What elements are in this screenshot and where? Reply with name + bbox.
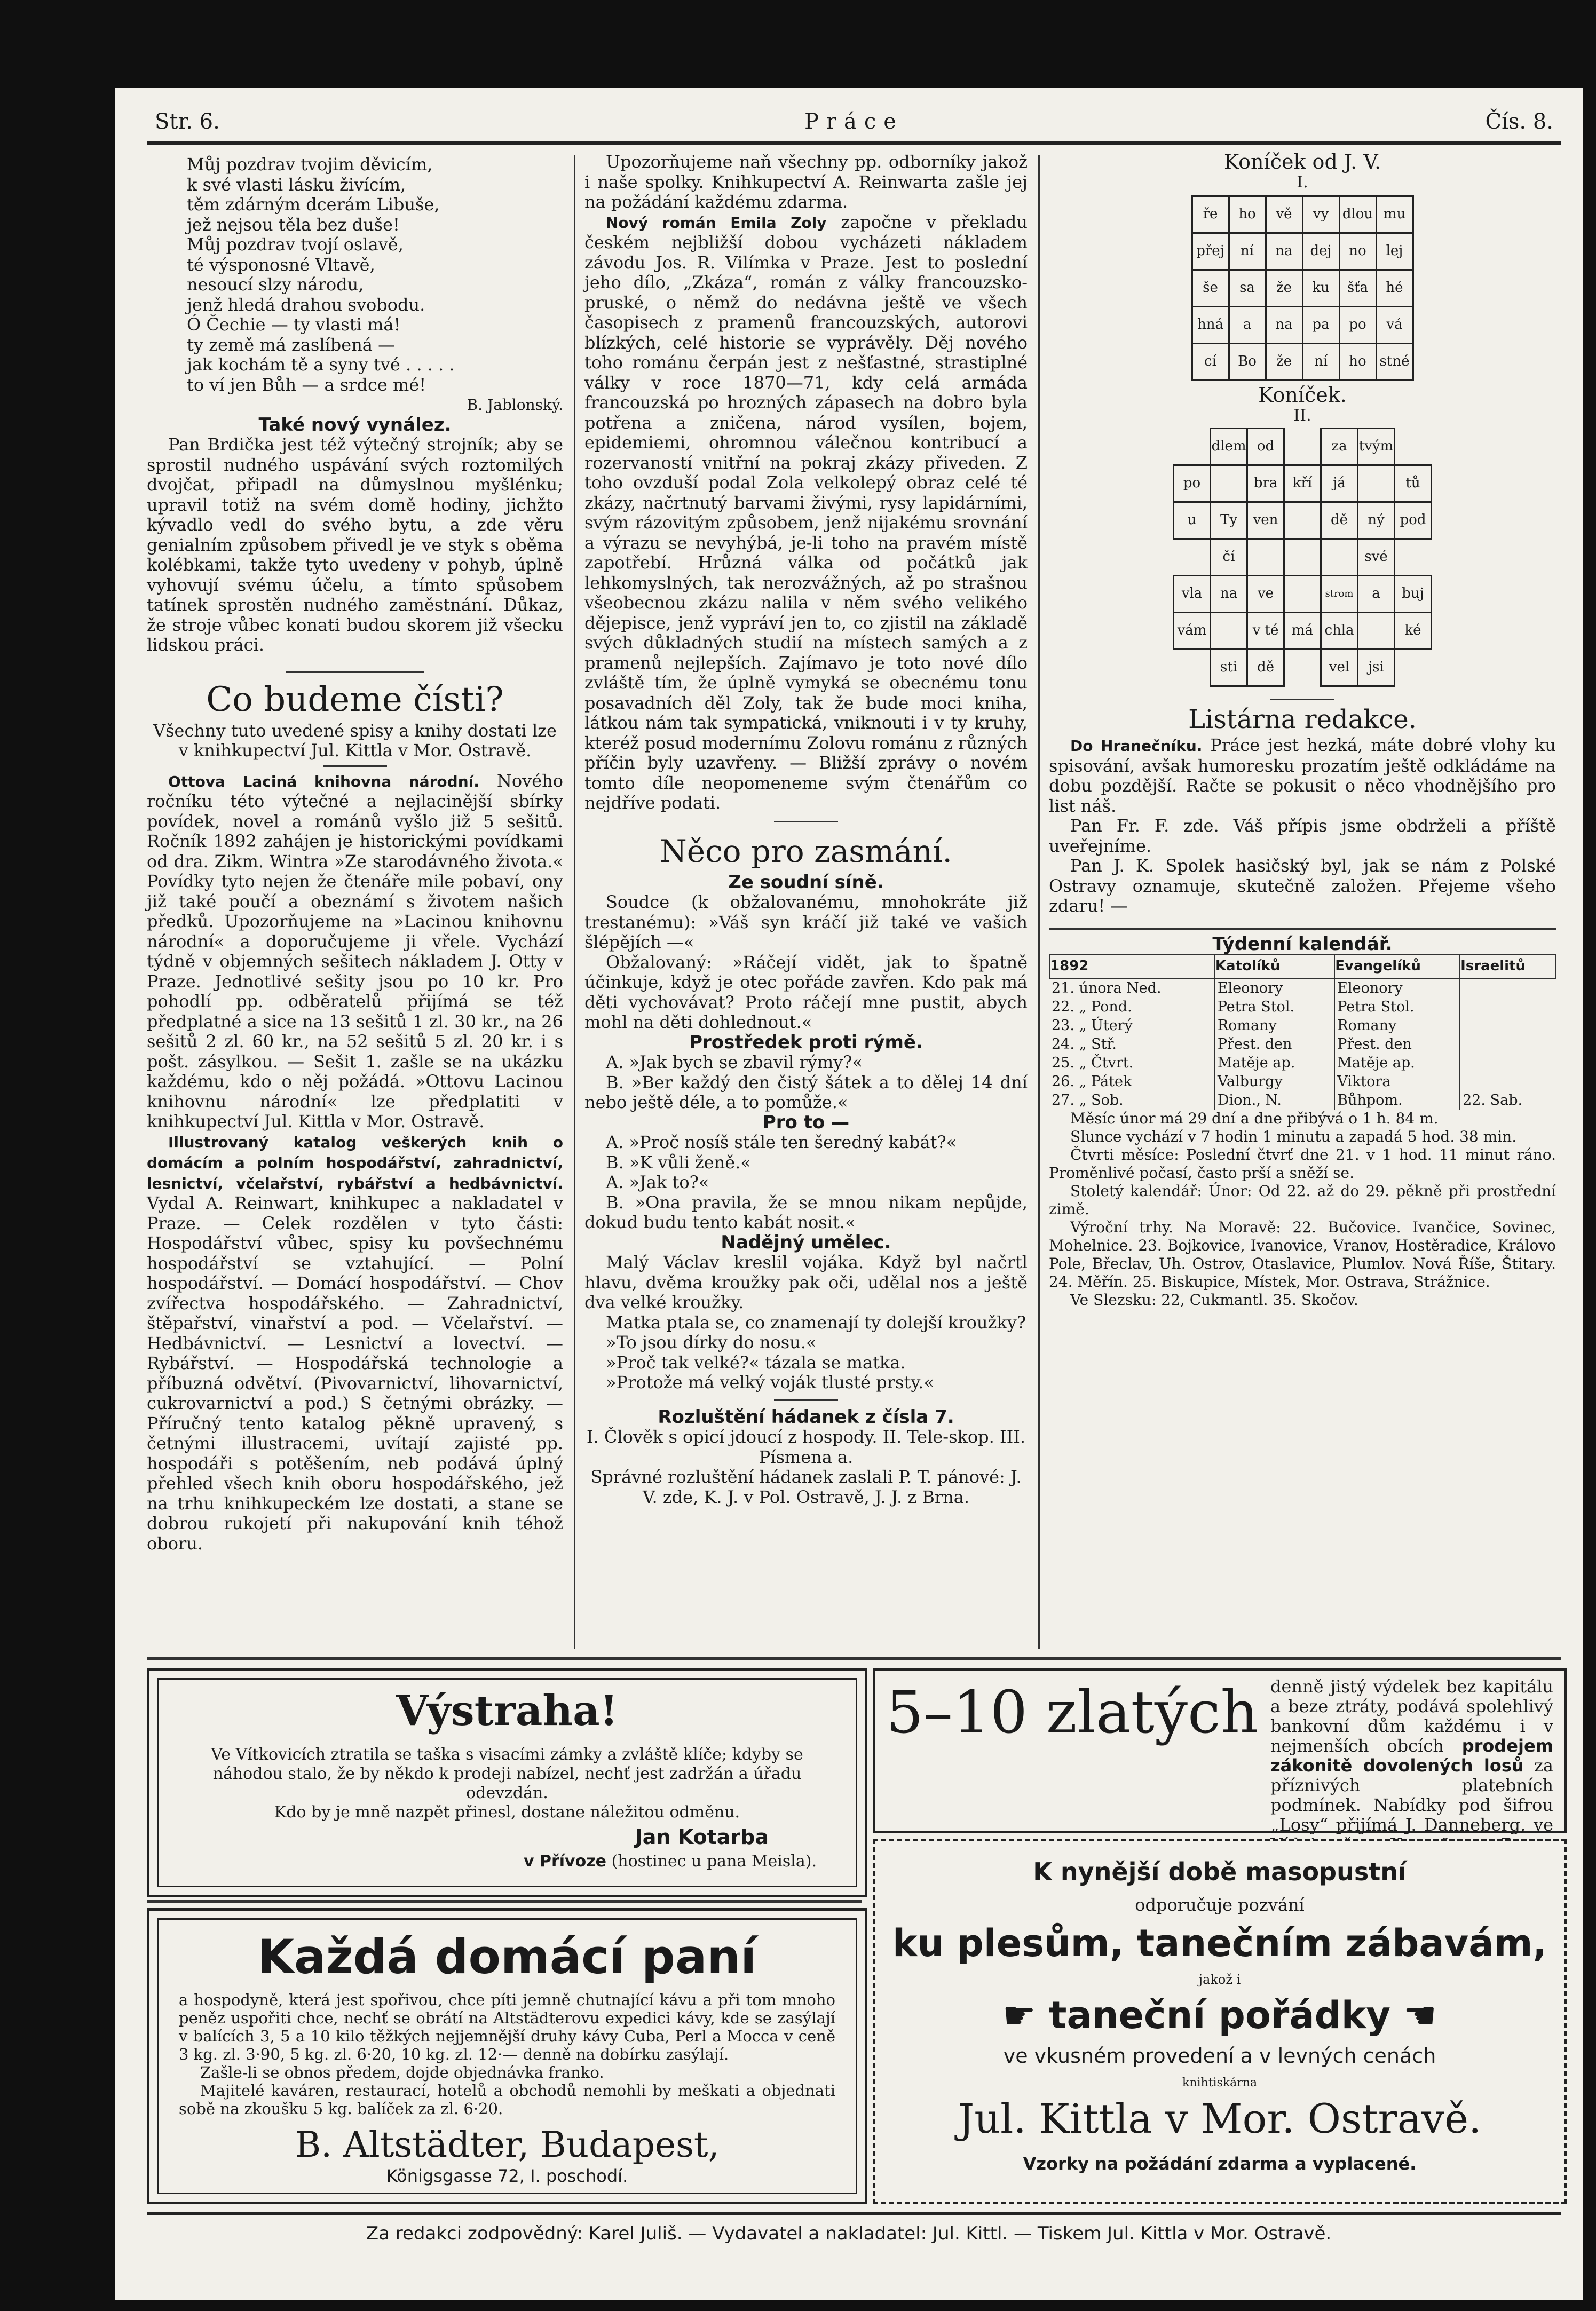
grid-cell: vel [1321,650,1358,686]
pani-title: Každá domácí paní [257,1929,757,1984]
grid-cell: ven [1247,502,1284,539]
vystraha-addr-bold: v Přívoze [523,1852,607,1871]
proto-text: B. »Ona pravila, že se mnou nikam nepůjde, dokud budu tento kabát nosit.« [584,1192,1028,1232]
divider [774,1399,838,1401]
masopust-line: Jul. Kittla v Mor. Ostravě. [958,2095,1482,2142]
grid-cell: jsi [1358,650,1395,686]
umelec-title: Nadějný umělec. [721,1231,891,1253]
grid-cell: šťa [1339,270,1376,307]
grid-cell: že [1266,270,1302,307]
konicek1-grid [1191,195,1414,381]
kalendar-note: Ve Slezsku: 22, Cukmantl. 35. Skočov. [1070,1291,1358,1309]
umelec-text: Matka ptala se, co znamenají ty dolejší kroužky? [606,1312,1026,1333]
konicek1-num: I. [1297,172,1308,192]
masopust-line: knihtiskárna [1182,2076,1258,2090]
ads-rule [147,1900,862,1903]
grid-cell: ve [1247,576,1284,613]
proto-text: A. »Jak to?« [606,1172,709,1192]
page-number: Str. 6. [155,109,220,134]
column-divider [574,155,575,1649]
zola-text: započne v překladu českém nejbližší dobou vycházeti nákladem závodu Jos. R. Vilímka v Praze. Jest to poslední jeho dílo, „Zkáza“, román z války francouzsko-pruské, o němž do nedávna ještě ve všech časopisech z pramenů francouzských, autorovi blízkých, celé historie se vyprávěly. Děj nového toho románu čerpán jest z nešťastné, strastiplné války v roce 1870—71, kdy celá armáda francouzská po hrozných zápasech na dobro byla potřena a zničena, národ vysílen, bojem, epidemiemi, ohromnou válečnou kontribucí a rozervaností vnitřní na pokraj zkázy přiveden. Z toho ovzduší podal Zola velkolepý obraz celé té zkázy, načrtnutý barvami živými, rysy lapidárními, svým rázovitým způsobem, jenž nijakému srovnání a výrazu se nevyhýbá, je-li toho na pravém místě zapotřebí. Hrůzná válka od počátků jak lehkomyslných, tak nerozvážných, až po strašnou všeobecnou zkázu nalila v něm svého velikého dějepisce, jenž vypráví jen to, co zjistil na základě svých důkladných studií na místech samých a z pramenů nejlepších. Zajímavo je toto nové dílo zvláště tím, že úplně vymyká se obecnému tonu posavadních děl Zoly, tak že bude moci kniha, látkou nám tak sympatická, vniknouti i v ty kruhy, kteréž posud modernímu Zolovu románu z různých příčin byly uzavřeny. — Bližší zprávy o novém tomto díle neopomeneme svým čtenářům co nejdříve podati. [584,211,1028,813]
kalendar-note: Výroční trhy. Na Moravě: 22. Bučovice. Ivančice, Sovinec, Mohelnice. 23. Bojkovice, Ivanovice, Vranov, Hostěradice, Královo Pole, Břeclav, Uh. Ostrov, Otaslavice, Plumlov. Nová Říše, Štitary. 24. Měřín. 25. Biskupice, Místek, Mor. Ostrava, Strážnice. [1049,1218,1556,1291]
poem-line: Můj pozdrav tvojí oslavě, [187,234,404,255]
grid-cell: své [1358,539,1395,576]
grid-cell: lej [1376,233,1413,270]
vystraha-text: Kdo by je mně nazpět přinesl, dostane náležitou odměnu. [274,1803,740,1822]
grid-cell [1284,502,1321,539]
divider [323,765,387,767]
vynalez-title: Také nový vynález. [258,414,452,436]
proto-title: Pro to — [762,1111,850,1133]
grid-cell: no [1339,233,1376,270]
newspaper-page [115,88,1583,2300]
grid-cell: pa [1302,307,1339,344]
grid-cell [1211,613,1247,650]
grid-cell [1321,539,1358,576]
cist-p1-head: Ottova Laciná knihovna národní. [168,772,479,790]
hadanky-text: I. Člověk s opicí jdoucí z hospody. II. Tele-skop. III. Písmena a. [586,1427,1026,1467]
grid-cell [1358,613,1395,650]
table-row: 26. „ Pátek Valburgy Viktora [1049,1072,1555,1091]
ads-rule [147,1657,1561,1660]
divider [1049,928,1556,930]
ad-zlatych [873,1668,1567,1833]
zlatych-text: za příznivých platebních podmínek. Nabídky pod šifrou „Losy“ přijímá J. Danneberg, ve [1270,1755,1553,1835]
table-row: 23. „ Úterý Romany Romany [1049,1016,1555,1035]
kalendar-header: Israelitů [1460,955,1555,978]
masopust-line: odporučuje pozvání [1135,1895,1305,1915]
listarna-p3-head: Pan J. K. [1070,856,1155,876]
cist-p1: Nového ročníku této výtečné a nejlacinější sbírky povídek, novel a románů vyšlo již 5 sešitů. Ročník 1892 zahájen je historickými povídkami od dra. Zikm. Wintra »Ze starodávného života.« Povídky tyto nejen že čtenáře mile pobaví, ony již také poučí a obeznámí s životem našich předků. Upozorňujeme na »Lacinou knihovnu národní« a doporučujeme ji vřele. Vychází týdně v objemných sešitech nákladem J. Otty v Praze. Jednotlivé sešity jsou po 10 kr. Pro pohodlí pp. odběratelů přijímá se též předplatné a sice na 13 sešitů 1 zl. 30 kr., na 26 sešitů 2 zl. 60 kr., na 52 sešitů 5 zl. 20 kr. i s pošt. zásylkou. — Sešit 1. zašle se na ukázku každému, kdo o něj požádá. »Ottovu Lacinou knihovnu národní« lze předplatiti v knihkupectví Jul. Kittla v Mor. Ostravě. [147,770,563,1131]
table-row: 22. „ Pond. Petra Stol. Petra Stol. [1049,998,1555,1016]
kalendar-note: Měsíc únor má 29 dní a dne přibývá o 1 h. 84 m. [1070,1109,1439,1127]
grid-cell: ní [1302,344,1339,381]
listarna-p2: zde. Váš přípis jsme obdrželi a příště uveřejníme. [1049,816,1557,856]
grid-cell: ku [1302,270,1339,307]
zasmani-title: Něco pro zasmání. [660,833,952,869]
kalendar-header: Evangelíků [1334,955,1460,978]
kalendar-note: Slunce vychází v 7 hodin 1 minutu a zapadá 5 hod. 38 min. [1070,1127,1517,1145]
grid-cell: vy [1302,196,1339,233]
table-row: 27. „ Sob. Dion., N. Bůhpom. 22. Sab. [1049,1091,1555,1110]
table-row: 25. „ Čtvrt. Matěje ap. Matěje ap. [1049,1054,1555,1072]
grid-cell: já [1321,465,1358,502]
grid-cell: v té [1247,613,1284,650]
grid-cell [1284,576,1321,613]
grid-cell: za [1321,429,1358,465]
vynalez-text: Pan Brdička jest též výtečný strojník; aby se sprostil nudného uspávání svých roztomilých dvojčat, připadl na důmyslnou myšlénku; upravil totiž na svém domě hodiny, jichžto kývadlo vedl do svého bytu, a zde věru genialním způsobem přivedl je ve styk s oběma kolébkami, takže tyto uvedeny v pohyb, úplně vyhovují svému účelu, a tímto spůsobem tatínek sprostěn nudného zaměstnání. Důkaz, že stroje vůbec konati budou skorem již všecku lidskou práci. [147,434,563,655]
grid-cell [1358,465,1395,502]
poem-line: těm zdárným dcerám Libuše, [187,194,440,215]
kalendar-header: Katolíků [1215,955,1334,978]
grid-cell: má [1284,613,1321,650]
cist-intro: Všechny tuto uvedené spisy a knihy dostati lze v knihkupectví Jul. Kittla v Mor. Ostravě. [153,720,557,761]
poem-line: ty země má zaslíbená — [187,334,396,355]
kalendar-header: 1892 [1049,955,1215,978]
masopust-line: K nynější době masopustní [1033,1857,1407,1886]
grid-cell: přej [1192,233,1229,270]
upoz-text: Upozorňujeme naň všechny pp. odborníky jakož i naše spolky. Knihkupectví A. Reinwarta zašle jej na požádání každému zdarma. [584,152,1028,212]
pointing-hand-icon: ☛ [1403,1993,1437,2037]
hadanky-title: Rozluštění hádanek z čísla 7. [658,1406,954,1428]
zlatych-text-bold: prodejem zákonitě dovolených losů [1270,1736,1553,1776]
grid-cell: hé [1376,270,1413,307]
cist-title: Co budeme čísti? [206,679,504,719]
grid-cell: po [1339,307,1376,344]
grid-cell: na [1211,576,1247,613]
grid-cell: vá [1376,307,1413,344]
divider [286,671,424,673]
poem [147,155,563,415]
listarna-p2-head: Pan Fr. F. [1070,816,1170,836]
grid-cell: a [1358,576,1395,613]
masopust-line: taneční pořádky [1049,1993,1390,2037]
konicek1-title: Koníček od J. V. [1223,150,1381,173]
header-rule [147,141,1561,145]
grid-cell: dlou [1339,196,1376,233]
masopust-line: Vzorky na požádání zdarma a vyplacené. [1023,2154,1417,2174]
grid-cell [1247,539,1284,576]
grid-cell: tvým [1358,429,1395,465]
masopust-line: ku plesům, tanečním zábavám, [892,1921,1547,1965]
listarna-p1: Práce jest hezká, máte dobré vlohy ku spisování, avšak humoresku prozatím ještě odkládáme na dobu pozdější. Račte se pokusit o něco vhodnějšího pro list náš. [1049,735,1557,816]
column-divider [1038,155,1040,1649]
table-row: 21. února Ned. Eleonory Eleonory [1049,978,1555,998]
grid-cell [1211,465,1247,502]
grid-cell: u [1174,502,1211,539]
grid-cell: ho [1339,344,1376,381]
newspaper-title: Práce [804,109,904,134]
konicek2-grid [1173,428,1432,687]
proto-text: B. »K vůli ženě.« [606,1152,751,1173]
listarna-title: Listárna redakce. [1188,705,1417,734]
grid-cell: strom [1321,576,1358,613]
zlatych-text: denně jistý výdelek bez kapitálu a beze ztráty, podává spolehlivý bankovní dům každému i v nejmenších obcích [1270,1676,1553,1756]
footer-rule [147,2212,1561,2215]
poem-author: B. Jablonský. [467,396,563,414]
grid-cell: pod [1395,502,1432,539]
poem-line: jenž hledá drahou svobodu. [187,294,425,315]
grid-cell: dlem [1211,429,1247,465]
column-1 [147,152,563,1641]
zola-head: Nový román Emila Zoly [606,213,827,232]
grid-cell: cí [1192,344,1229,381]
poem-line: nesoucí slzy národu, [187,274,364,295]
grid-cell: sa [1229,270,1266,307]
table-row: 24. „ Stř. Přest. den Přest. den [1049,1035,1555,1054]
ryme-text: B. »Ber každý den čistý šátek a to dělej 14 dní nebo ještě déle, a to pomůže.« [584,1072,1028,1112]
grid-cell: ní [1229,233,1266,270]
cist-p2: Vydal A. Reinwart, knihkupec a nakladatel v Praze. — Celek rozdělen v tyto části: Hospodářství vůbec, spisy ku povšechnému hospodářství se vztahující. — Polní hospodářství. — Domácí hospodářství. — Chov zvířectva hospodářského. — Zahradnictví, štěpařství, vinařství a pod. — Včelařství. — Hedbávnictví. — Lesnictví a lovectví. — Rybářství. — Hospodářská technologie a příbuzná odvětví. (Pivovarnictví, lihovarnictví, cukrovarnictví a pod.) S četnými obrázky. — Příručný tento katalog pěkně upravený, s četnými illustracemi, uvítají zajisté pp. hospodáři s potěšením, neb podává úplný přehled všech knih oboru hospodářského, jež na trhu knihkupeckém lze dostati, a stane se dobrou rukojetí při nakupování knih téhož oboru. [147,1193,563,1554]
cist-p2-head: Illustrovaný katalog veškerých knih o domácím a polním hospodářství, zahradnictví, lesnictví, včelařství, rybářství a hedbávnictví. [147,1133,563,1192]
grid-cell: od [1247,429,1284,465]
poem-line: jak kochám tě a syny tvé . . . . . [187,354,455,375]
ad-masopust [873,1839,1567,2204]
grid-cell: vla [1174,576,1211,613]
vystraha-addr: (hostinec u pana Meisla). [611,1852,817,1871]
poem-line: Ó Čechie — ty vlasti má! [187,314,401,335]
grid-cell: Bo [1229,344,1266,381]
umelec-text: Malý Václav kreslil vojáka. Když byl načrtl hlavu, dvěma kroužky pak oči, udělal nos a ještě dva velké kroužky. [584,1252,1028,1312]
grid-cell: dej [1302,233,1339,270]
kalendar-note: Čtvrti měsíce: Poslední čtvrť dne 21. v 1 hod. 11 minut ráno. Proměnlivé počasí, často prší a sněží se. [1049,1145,1556,1182]
poem-line: té výsponosné Vltavě, [187,254,375,275]
soud-text: Soudce (k obžalovanému, mnohokráte již trestanému): »Váš syn kráčí již také ve vašich šlépějích —« [584,892,1028,952]
grid-cell: vě [1266,196,1302,233]
grid-cell: dě [1247,650,1284,686]
grid-cell: na [1266,307,1302,344]
ryme-title: Prostředek proti rýmě. [689,1031,923,1053]
grid-cell: buj [1395,576,1432,613]
poem-line: jež nejsou těla bez duše! [187,214,400,235]
column-3 [1049,152,1556,1641]
grid-cell: še [1192,270,1229,307]
kalendar-title: Týdenní kalendář. [1212,933,1393,955]
listarna-p3: Spolek hasičský byl, jak se nám z Polské Ostravy oznamuje, skutečně založen. Přejeme všeho zdaru! — [1049,856,1557,916]
pani-text: a hospodyně, která jest spořivou, chce píti jemně chutnající kávu a při tom mnoho peněz uspořiti chce, nechť se obrátí na Altstädterovu expedici kávy, kde se zasýlají v balících 3, 5 a 10 kilo těžkých nejjemnější druhy kávy Cuba, Perl a Mocca v ceně 3 kg. zl. 3·90, 5 kg. zl. 6·20, 10 kg. zl. 12·— denně na dobírku zasýlají. [179,1991,835,2063]
vystraha-name: Jan Kotarba [635,1825,769,1849]
grid-cell: tů [1395,465,1432,502]
kalendar-table [1049,954,1556,1110]
grid-cell: na [1266,233,1302,270]
grid-cell: Ty [1211,502,1247,539]
grid-cell: stné [1376,344,1413,381]
proto-text: A. »Proč nosíš stále ten šeredný kabát?« [606,1132,957,1152]
ryme-text: A. »Jak bych se zbavil rýmy?« [606,1052,863,1072]
grid-cell: ře [1192,196,1229,233]
grid-cell: čí [1211,539,1247,576]
poem-line: Můj pozdrav tvojim děvicím, [187,154,433,175]
pani-firm: B. Altstädter, Budapest, [295,2124,720,2165]
grid-cell: hná [1192,307,1229,344]
listarna-p1-head: Do Hranečníku. [1070,737,1203,755]
grid-cell: ný [1358,502,1395,539]
grid-cell: kří [1284,465,1321,502]
grid-cell: mu [1376,196,1413,233]
grid-cell: že [1266,344,1302,381]
soud-title: Ze soudní síně. [728,871,884,893]
grid-cell: dě [1321,502,1358,539]
konicek2-title: Koníček. [1258,383,1347,407]
umelec-text: »Protože má velký voják tlusté prsty.« [606,1372,934,1392]
pani-addr: Königsgasse 72, I. poschodí. [386,2166,628,2186]
grid-cell: a [1229,307,1266,344]
konicek2-num: II. [1293,406,1311,425]
ad-vystraha [147,1668,867,1897]
grid-cell: ké [1395,613,1432,650]
grid-cell: bra [1247,465,1284,502]
grid-cell: vám [1174,613,1211,650]
grid-cell: sti [1211,650,1247,686]
grid-cell: po [1174,465,1211,502]
grid-cell: ho [1229,196,1266,233]
umelec-text: »Proč tak velké?« tázala se matka. [606,1352,906,1373]
page-header [155,109,1553,152]
umelec-text: »To jsou dírky do nosu.« [606,1332,817,1352]
divider [774,821,838,822]
pani-text: Majitelé kaváren, restaurací, hotelů a obchodů nemohli by meškati a objednati sobě na zkoušku 5 kg. balíček za zl. 6·20. [179,2082,835,2118]
grid-cell: chla [1321,613,1358,650]
poem-line: k své vlasti lásku živícím, [187,174,406,195]
poem-line: to ví jen Bůh — a srdce mé! [187,374,426,395]
pointing-hand-icon: ☛ [1002,1993,1036,2037]
issue-number: Čís. 8. [1485,109,1553,134]
masopust-line: ve vkusném provedení a v levných cenách [1003,2044,1436,2068]
zlatych-headline: 5–10 zlatých [886,1678,1259,1746]
masopust-line: jakož i [1198,1972,1241,1987]
vystraha-title: Výstraha! [396,1687,618,1735]
pani-text: Zašle-li se obnos předem, dojde objednávka franko. [200,2063,604,2082]
column-2 [584,152,1028,1641]
ad-domaci-pani [147,1908,867,2204]
divider [1270,699,1334,700]
footer-imprint: Za redakci zodpovědný: Karel Juliš. — Vydavatel a nakladatel: Jul. Kittl. — Tiskem Jul. Kittla v Mor. Ostravě. [366,2223,1332,2244]
vystraha-text: Ve Vítkovicích ztratila se taška s visacími zámky a zvláště klíče; kdyby se náhodou stalo, že by někdo k prodeji nabízel, nechť jest zadržán a úřadu odevzdán. [211,1745,803,1802]
soud-text: Obžalovaný: »Ráčejí vidět, jak to špatně účinkuje, když je otec pořáde zavřen. Kdo pak má děti vychovávat? Proto ráčejí mne pustit, abych mohl na děti dohlednout.« [584,952,1028,1032]
hadanky-text: Správné rozluštění hádanek zaslali P. T. pánové: J. V. zde, K. J. v Pol. Ostravě, J. J. z Brna. [590,1467,1022,1507]
kalendar-note: Stoletý kalendář: Únor: Od 22. až do 29. pěkně při prostřední zimě. [1049,1182,1556,1218]
